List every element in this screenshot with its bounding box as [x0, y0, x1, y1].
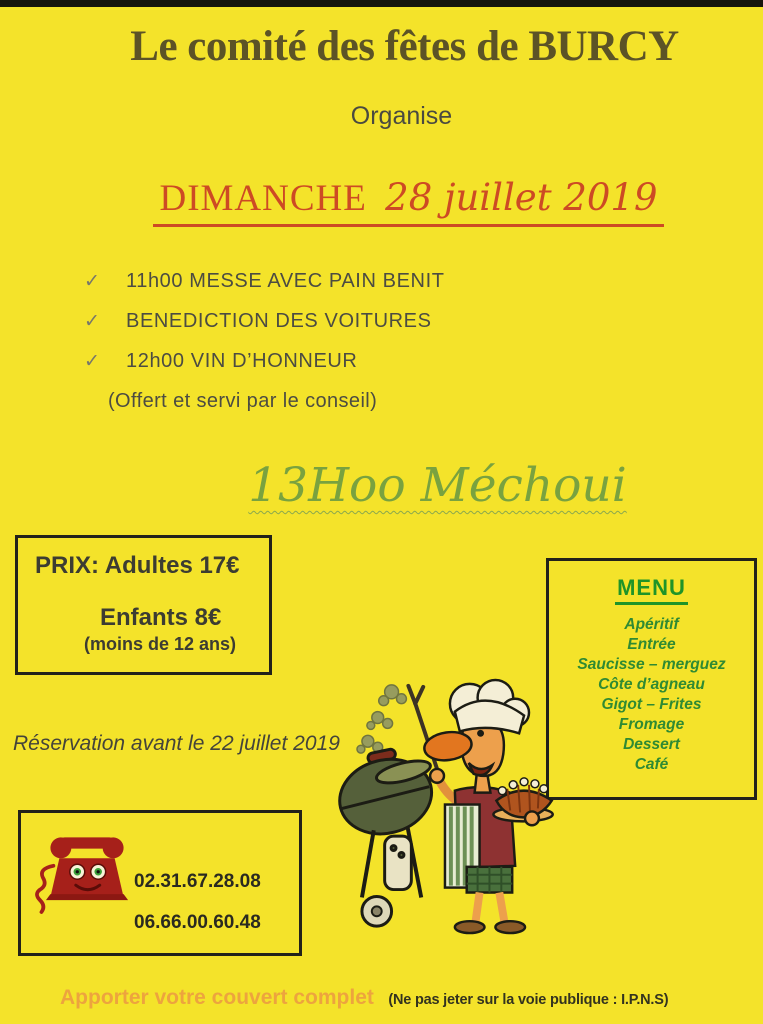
list-item [84, 350, 445, 372]
event-date-day: DIMANCHE [159, 178, 367, 219]
mechoui-heading: 13Hoo Méchoui [248, 458, 627, 513]
phone-number: 06.66.00.60.48 [134, 912, 261, 933]
footer-ipns-note: (Ne pas jeter sur la voie publique : I.P.N.S) [388, 992, 669, 1008]
menu-items [549, 615, 754, 775]
price-children-note: (moins de 12 ans) [84, 634, 237, 654]
footer-bring-cutlery: Apporter votre couvert complet [60, 986, 374, 1009]
price-box [15, 535, 272, 675]
phone-number: 02.31.67.28.08 [134, 871, 261, 892]
event-date-rest: 28 juillet 2019 [385, 176, 658, 219]
menu-item: Gigot – Frites [601, 696, 702, 713]
telephone-icon [31, 819, 143, 928]
check-icon: ✓ [84, 271, 100, 292]
menu-item: Café [634, 756, 669, 773]
phone-box [18, 810, 302, 956]
price-children: Enfants 8€ [100, 604, 222, 631]
subtitle-organise: Organise [350, 102, 453, 130]
menu-item: Côte d’agneau [598, 676, 705, 693]
chef-barbecue-illustration [328, 676, 556, 943]
menu-item: Entrée [627, 636, 676, 653]
check-icon: ✓ [84, 351, 100, 372]
footer-line [60, 986, 668, 1010]
page-title: Le comité des fêtes de BURCY [130, 23, 679, 70]
menu-item: Apéritif [624, 616, 679, 633]
list-item-label: 11h00 MESSE AVEC PAIN BENIT [126, 270, 445, 292]
menu-item: Fromage [618, 716, 685, 733]
menu-item: Dessert [623, 736, 680, 753]
list-item [84, 310, 445, 332]
checklist-note: (Offert et servi par le conseil) [108, 390, 378, 412]
event-date [153, 176, 663, 227]
list-item-label: BENEDICTION DES VOITURES [126, 310, 432, 332]
list-item [84, 270, 445, 292]
menu-item: Saucisse – merguez [577, 656, 726, 673]
scan-top-edge [0, 0, 763, 7]
event-date-line [0, 176, 763, 227]
menu-title: MENU [615, 575, 688, 605]
menu-box [546, 558, 757, 800]
check-icon: ✓ [84, 311, 100, 332]
reservation-deadline: Réservation avant le 22 juillet 2019 [13, 732, 340, 755]
list-item-label: 12h00 VIN D’HONNEUR [126, 350, 358, 372]
price-adults: PRIX: Adultes 17€ [35, 552, 240, 579]
program-checklist [84, 270, 445, 413]
